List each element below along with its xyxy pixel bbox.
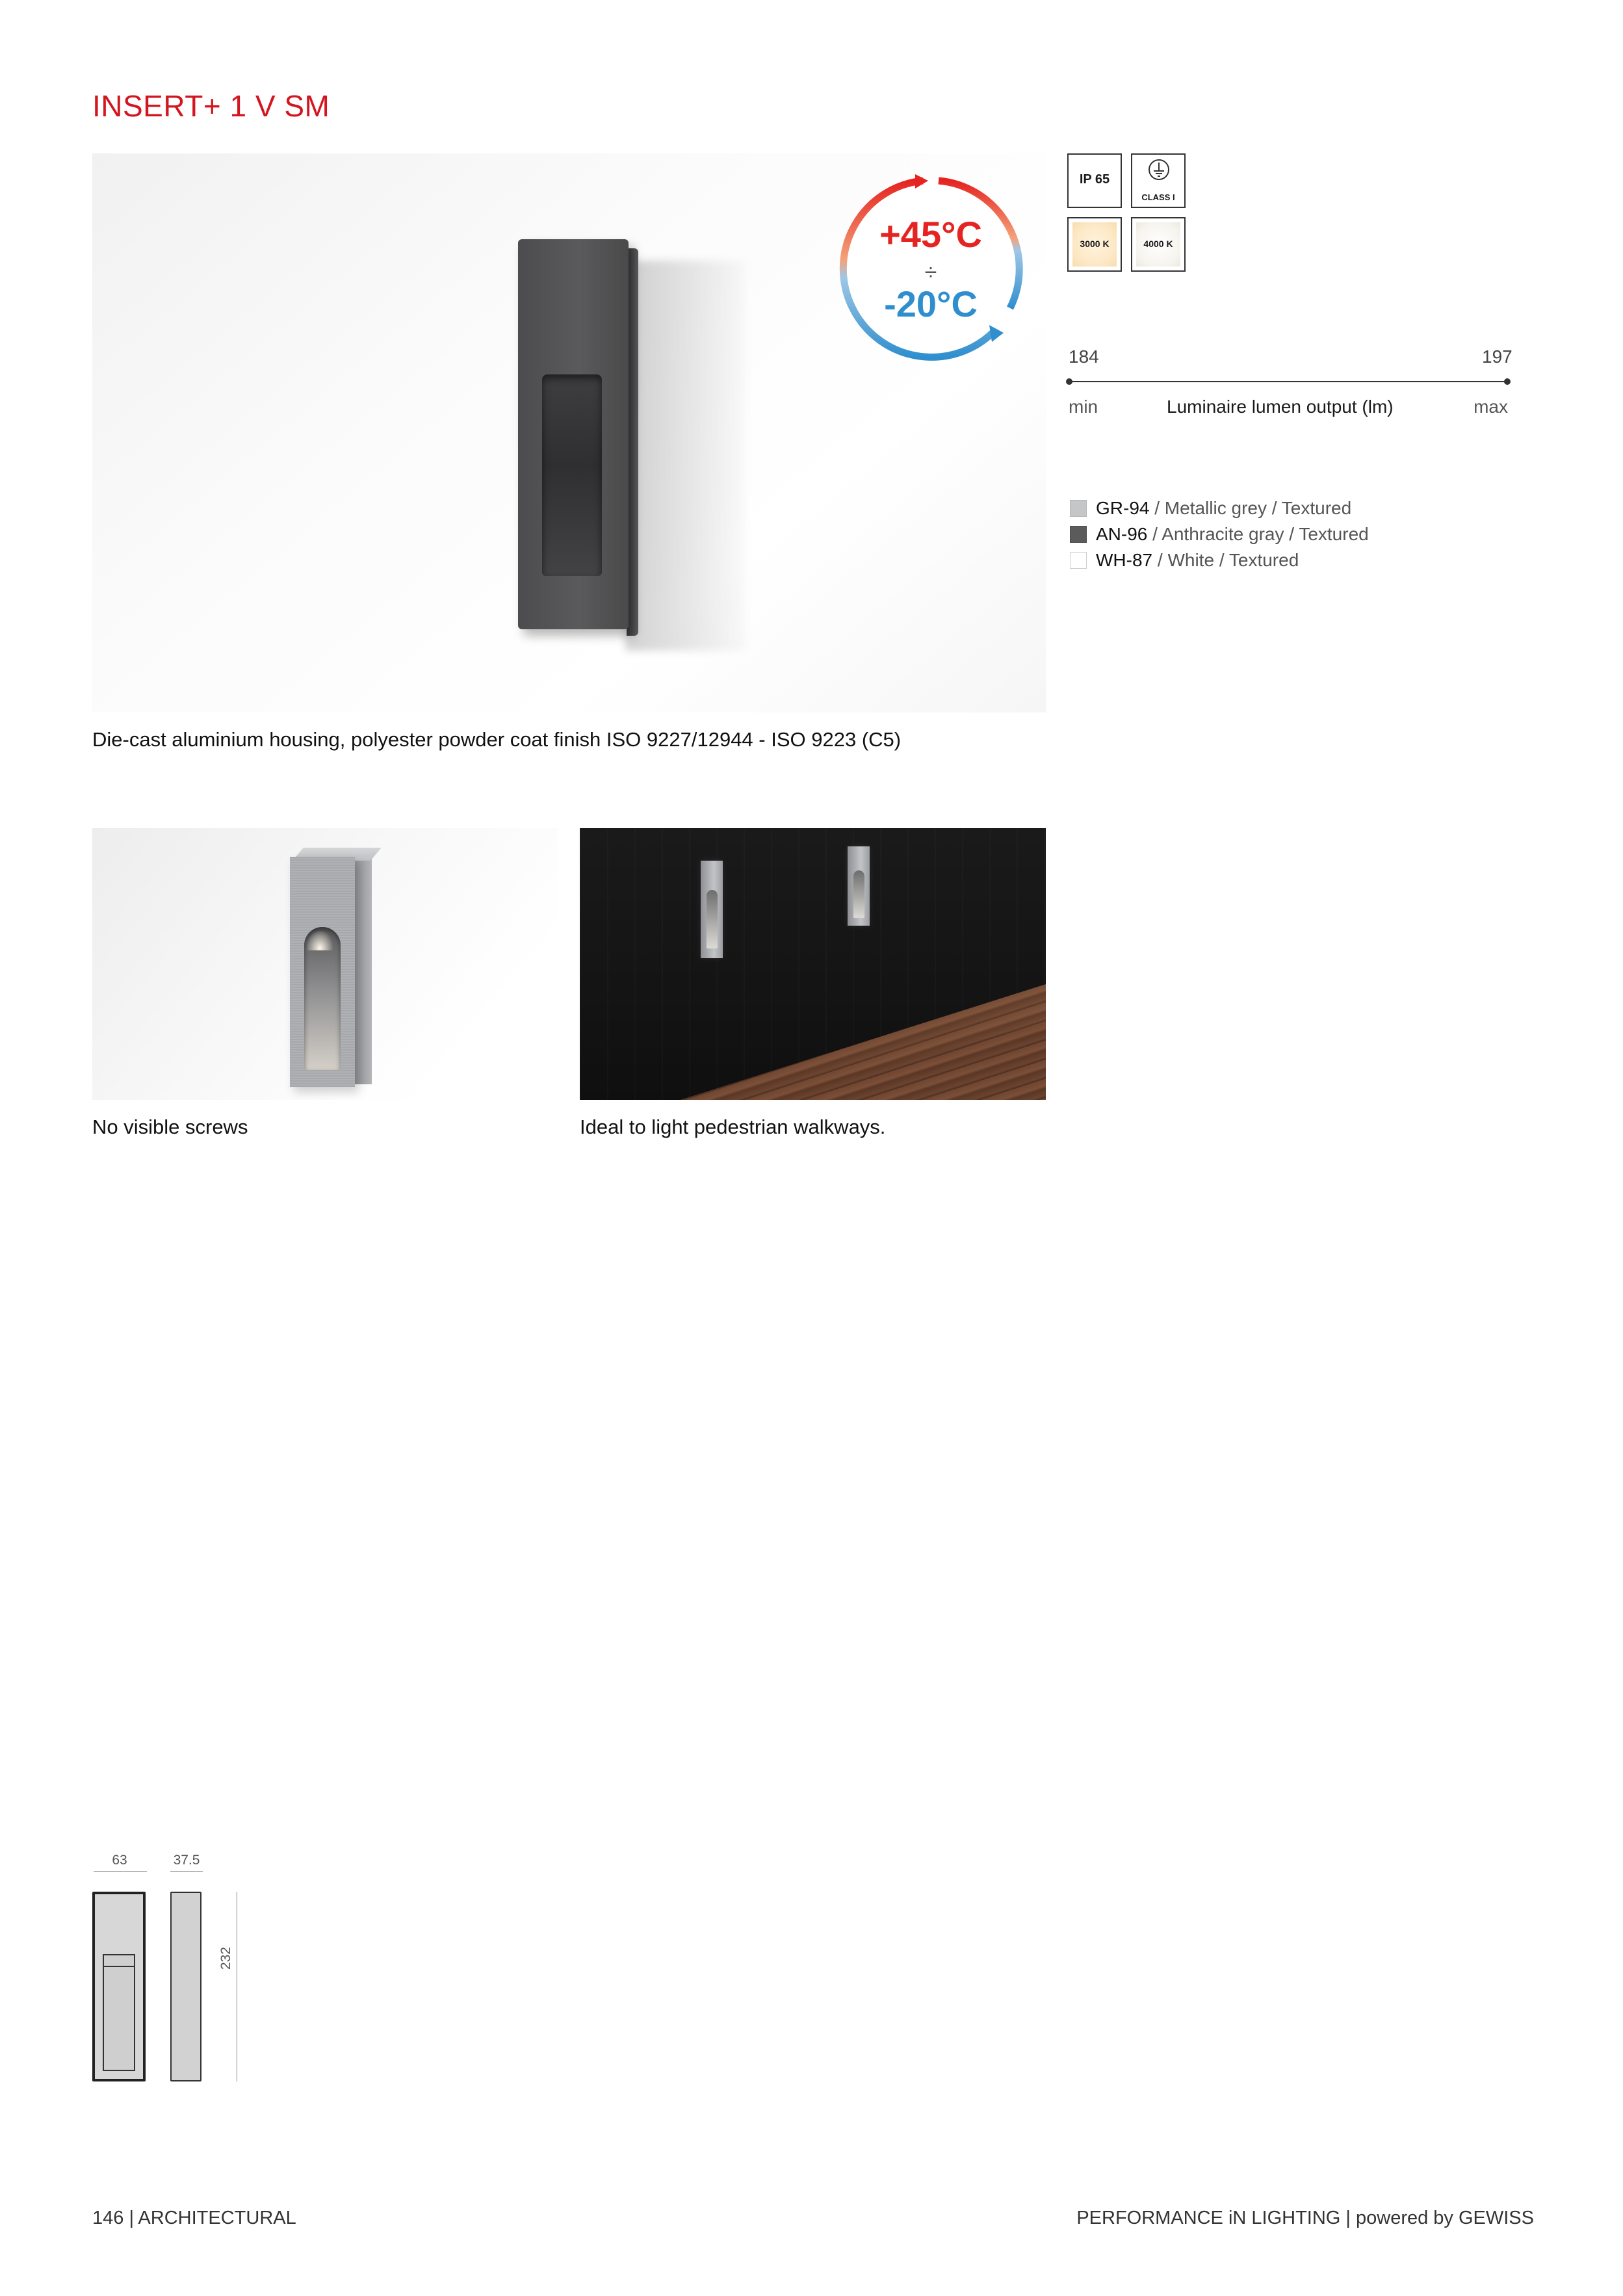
dimension-width: 63 [112,1853,127,1868]
front-view-recess [103,1954,135,2071]
lumen-min-value: 184 [1069,346,1099,367]
product-title: INSERT+ 1 V SM [92,89,330,123]
temperature-divider: ÷ [924,260,937,285]
detail-caption: No visible screws [92,1115,248,1138]
dimension-line [94,1871,147,1872]
fixture-shadow [625,261,746,651]
dimension-line [170,1871,203,1872]
finish-description: / White / Textured [1152,550,1299,570]
finish-swatch [1070,552,1087,569]
lumen-scale-line [1069,381,1508,382]
dimension-height: 232 [218,1946,233,1970]
detail-photo-screws [92,828,558,1100]
finish-description: / Metallic grey / Textured [1149,498,1352,518]
side-view-drawing [170,1892,201,2081]
finish-description: / Anthracite gray / Textured [1147,524,1369,544]
class-i-badge [1131,153,1186,208]
ip-rating-label: IP 65 [1079,172,1110,187]
temperature-max: +45°C [879,214,982,255]
dimension-depth: 37.5 [173,1853,200,1868]
cct-3000k-label: 3000 K [1080,239,1110,249]
finish-code: AN-96 [1096,524,1148,544]
temperature-min: -20°C [884,283,978,324]
front-view-recess-line [103,1966,135,1967]
lumen-scale-start-dot [1066,378,1072,385]
footer-brand: PERFORMANCE iN LIGHTING | powered by GEWISS [1076,2208,1534,2228]
fixture-light-recess [542,374,602,576]
lumen-max-label: max [1474,397,1508,417]
lumen-max-value: 197 [1482,346,1513,367]
finish-option [1070,524,1369,545]
class-label: CLASS I [1141,192,1175,202]
finish-swatch [1070,526,1087,543]
lumen-min-label: min [1069,397,1098,417]
detail-photo-walkway [580,828,1046,1100]
footer-page-section: 146 | ARCHITECTURAL [92,2208,296,2228]
finish-code: GR-94 [1096,498,1150,518]
cct-4000k-label: 4000 K [1143,239,1173,249]
detail-caption: Ideal to light pedestrian walkways. [580,1115,886,1138]
finish-option [1070,550,1299,571]
finish-swatch [1070,500,1087,517]
fixture-side-face [352,857,372,1084]
ip-rating-badge [1067,153,1122,208]
earth-ground-icon [1148,159,1170,181]
cct-4000k-badge [1131,217,1186,272]
cct-3000k-badge [1067,217,1122,272]
finish-option [1070,498,1351,519]
finish-code: WH-87 [1096,550,1153,570]
housing-description: Die-cast aluminium housing, polyester powder coat finish ISO 9227/12944 - ISO 9223 (C5) [92,728,902,751]
lumen-caption: Luminaire lumen output (lm) [1167,397,1394,417]
wall-fixture [701,861,723,958]
wall-fixture [848,846,870,926]
lumen-scale-end-dot [1504,378,1511,385]
